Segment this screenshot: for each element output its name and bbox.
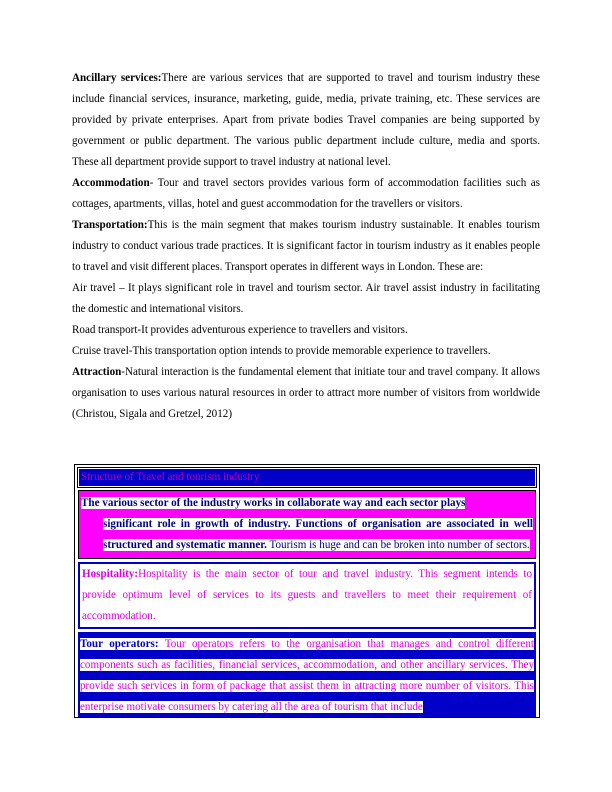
cruise-travel-paragraph: Cruise travel-This transportation option intends to provide memorable experience to travellers. [72, 345, 491, 357]
structure-description-rest [103, 518, 533, 551]
tour-operators-highlight [80, 638, 534, 713]
accommodation-paragraph [72, 173, 540, 215]
road-transport-paragraph: Road transport-It provides adventurous experience to travellers and visitors. [72, 324, 408, 336]
transportation-paragraph [72, 215, 540, 278]
structure-bold-first: The various sector of the industry works in collaborate way and each sector plays [81, 497, 466, 509]
air-travel-paragraph: Air travel – It plays significant role in travel and tourism sector. Air travel assist industry in facilitating the domestic and international visitors. [72, 282, 540, 315]
ancillary-label: Ancillary services: [72, 72, 162, 84]
tour-operators-text: Tour operators refers to the organisation that manages and control different components such as facilities, financial services, accommodation, and other ancillary services. They provide such services in form of package that assist them in attracting more number of visitors. This enterprise motivate consumers by catering all the area of tourism that include [80, 638, 534, 713]
transportation-text: This is the main segment that makes tourism industry sustainable. It enables tourism industry to conduct various trade practices. It is significant factor in tourism industry as it enables people to travel and visit different places. Transport operates in different ways in London. These are: [72, 219, 540, 273]
structure-table [74, 464, 540, 718]
accommodation-label: Accommodation [72, 177, 150, 189]
attraction-paragraph [72, 362, 540, 425]
attraction-text: -Natural interaction is the fundamental element that initiate tour and travel company. It allows organisation to uses various natural resources in order to attract more number of visitors from worldwide (Christou, Sigala and Gretzel, 2012) [72, 366, 540, 420]
body-text [72, 68, 540, 425]
structure-table-title: Structure of Travel and tourism industry [78, 468, 536, 487]
attraction-label: Attraction [72, 366, 122, 378]
structure-normal-text: Tourism is huge and can be broken into number of sectors. [266, 539, 530, 551]
ancillary-paragraph [72, 68, 540, 173]
hospitality-text: Hospitality is the main sector of tour and travel industry. This segment intends to provide optimum level of services to its guests and travellers to meet their requirement of accommodation. [82, 568, 532, 622]
hospitality-label: Hospitality: [82, 568, 139, 580]
structure-description-indent [81, 514, 533, 556]
structure-bold-second: significant role in growth of industry. Functions of organisation are associated in well structured and systematic manner. [103, 518, 533, 551]
transportation-label: Transportation: [72, 219, 148, 231]
structure-description-cell [78, 490, 536, 559]
hospitality-cell [78, 562, 536, 629]
tour-operators-label: Tour operators: [80, 638, 159, 650]
tour-operators-cell [78, 632, 536, 718]
ancillary-text: There are various services that are supported to travel and tourism industry these include financial services, insurance, marketing, guide, media, private training, etc. These services are provided by private enterprises. Apart from private bodies Travel companies are being supported by government or public department. The various public department include culture, media and sports. These all department provide support to travel industry at national level. [72, 72, 540, 168]
structure-description-text [81, 497, 465, 509]
accommodation-text: - Tour and travel sectors provides various form of accommodation facilities such as cottages, apartments, villas, hotel and guest accommodation for the travellers or visitors. [72, 177, 540, 210]
